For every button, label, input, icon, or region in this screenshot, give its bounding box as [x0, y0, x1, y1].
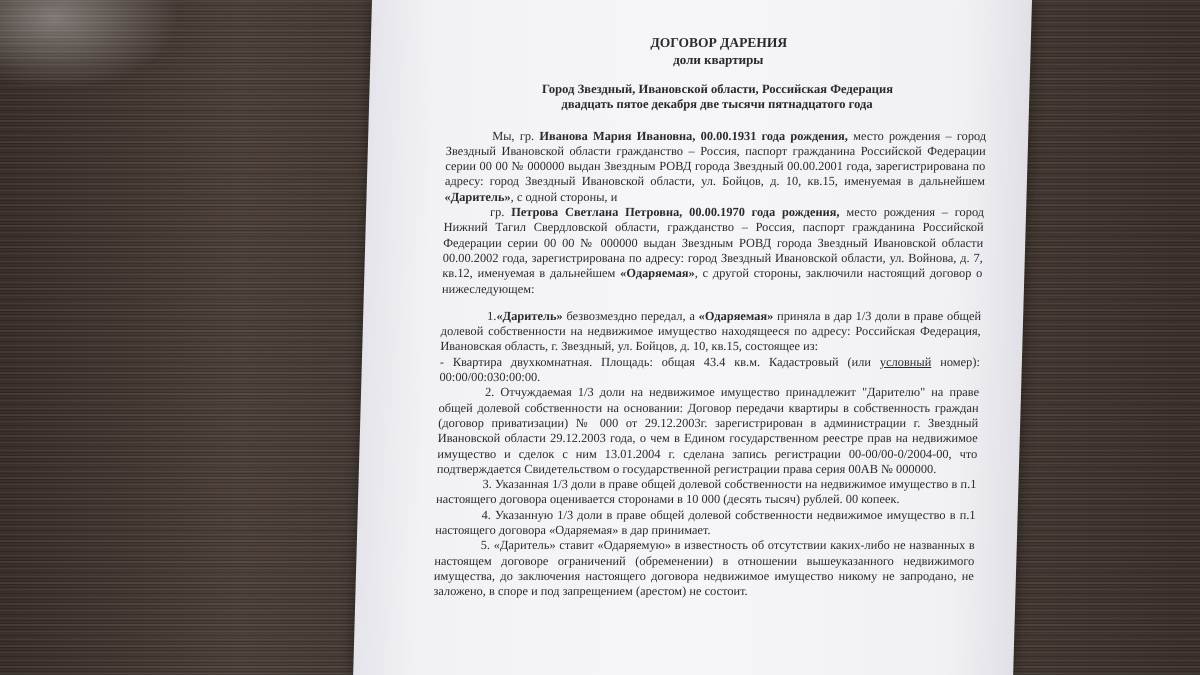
clause-1-text-2: приняла в дар 1/3 доли в праве общей долевой собственности на недвижимое имущество находящееся по адресу: Российская Федерация, Ивановская область, г. Звездный, ул. Бойцов, д. 10, кв.15, состоящее из: [440, 308, 982, 354]
party-1-paragraph [444, 129, 986, 205]
party-2-text: место рождения – город Нижний Тагил Свердловской области, гражданство – Россия, паспорт гражданина Российской Федерации серии 00 00 № 000000 выдан Звездным РОВД города Звездный Ивановской области 00.00.2002 года, зарегистрирована по адресу: город Звездный Ивановской области, ул. Войнова, д. 7, кв.12, именуемая в дальнейшем [442, 205, 985, 281]
clause-1-item-text: - Квартира двухкомнатная. Площадь: общая 43.4 кв.м. Кадастровый (или [439, 354, 881, 369]
party-2-role: «Одаряемая» [619, 266, 696, 281]
party-1-name: Иванова Мария Ивановна, 00.00.1931 года рождения, [539, 128, 849, 143]
light-glare [0, 0, 180, 90]
document-date: двадцать пятое декабря две тысячи пятнадцатого года [561, 97, 873, 112]
clause-1-item-underlined: условный [879, 354, 932, 369]
clause-1-item [439, 355, 980, 386]
clause-1-role-1: «Даритель» [496, 308, 563, 323]
contract-text [433, 34, 989, 600]
document-place: Город Звездный, Ивановской области, Российская Федерация [541, 82, 894, 96]
party-1-role: «Даритель» [444, 189, 511, 204]
party-2-paragraph [442, 205, 985, 297]
party-1-suffix: , с одной стороны, и [510, 189, 618, 204]
clause-4: 4. Указанную 1/3 доли в праве общей долевой собственности недвижимое имущество в п.1 настоящего договора «Одаряемая» в дар принимает. [434, 507, 976, 538]
clause-3: 3. Указанная 1/3 доли в праве общей долевой собственности на недвижимое имущество в п.1 настоящего договора оценивается сторонами в 10 000 (десять тысяч) рублей. 00 копеек. [435, 477, 977, 507]
document-sheet [353, 0, 1032, 675]
party-1-prefix: Мы, гр. [492, 128, 540, 143]
clause-1 [440, 309, 981, 355]
party-2-suffix: , с другой стороны, заключили настоящий договор о нижеследующем: [441, 266, 983, 296]
clause-1-role-2: «Одаряемая» [698, 308, 774, 323]
document-title: ДОГОВОР ДАРЕНИЯ [650, 35, 788, 50]
clause-5: 5. «Даритель» ставит «Одаряемую» в известность об отсутствии каких-либо не названных в настоящем договоре ограничений (обременении) в отношении вышеуказанного недвижимого имущества, до заключения настоящего договора недвижимое имущество никому не запродано, не заложено, в споре и под запрещением (арестом) не состоит. [433, 538, 975, 599]
clause-1-number: 1. [486, 308, 497, 323]
clause-1-text-1: безвозмездно передал, а [562, 308, 699, 323]
party-1-text: место рождения – город Звездный Ивановской области гражданство – Россия, паспорт гражданина Российской Федерации серии 00 00 № 000000 выдан Звездным РОВД города Звездный 00.00.2001 года, зарегистрирована по адресу: город Звездный Ивановской области, ул. Бойцов, д. 10, кв.15, именуемая в дальнейшем [444, 128, 987, 189]
party-2-prefix: гр. [489, 205, 512, 220]
party-2-name: Петрова Светлана Петровна, 00.00.1970 года рождения, [511, 205, 840, 220]
clause-2: 2. Отчуждаемая 1/3 доли на недвижимое имущество принадлежит "Дарителю" на праве общей долевой собственности на основании: Договор передачи квартиры в собственность граждан (договор приватизации) № 000 от 29.12.2003г. зарегистрирован в администрации г. Звездный Ивановской области 29.12.2003 года, о чем в Едином государственном реестре прав на недвижимое имущество и сделок с ним 13.01.2004 г. сделана запись регистрации 00-00/00-0/2004-00, что подтверждается Свидетельством о государственной регистрации права серия 00АВ № 000000. [436, 385, 980, 476]
clause-1-item-suffix: номер): 00:00/00:030:00:00. [439, 354, 981, 385]
document-subtitle: доли квартиры [672, 52, 764, 67]
